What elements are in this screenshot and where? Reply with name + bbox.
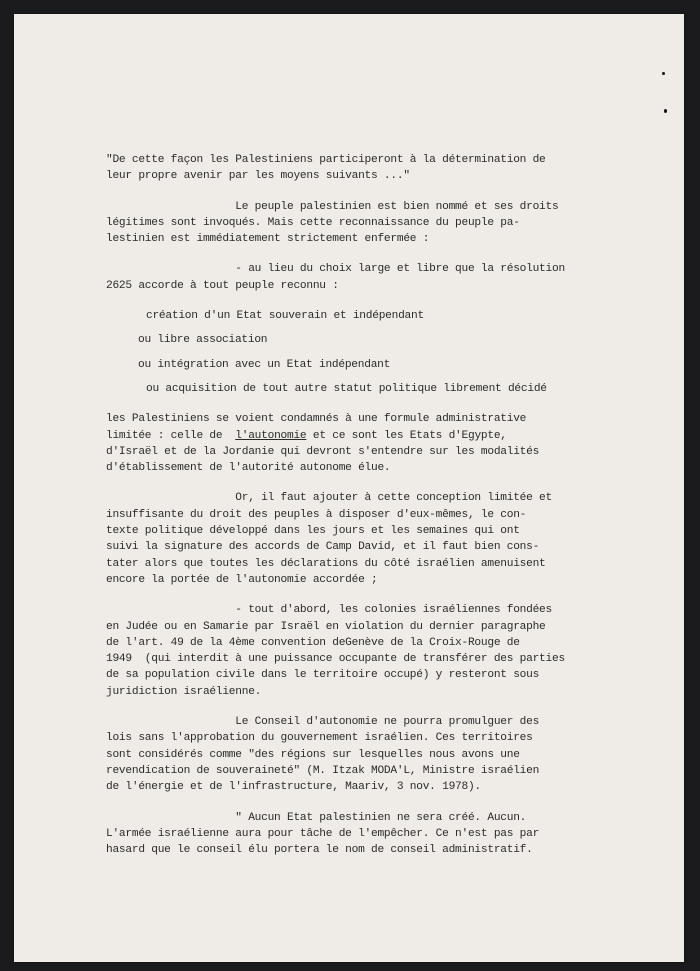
text-span: limitée : celle de <box>106 429 236 442</box>
option-item: ou libre association <box>138 334 268 347</box>
text-line: - tout d'abord, les colonies israéliennes fondées <box>106 604 552 617</box>
text-line: - au lieu du choix large et libre que la résolution <box>106 263 565 276</box>
text-line: Le Conseil d'autonomie ne pourra promulguer des <box>106 716 540 729</box>
text-line: "De cette façon les Palestiniens participeront à la détermination de <box>106 154 546 166</box>
text-line: 2625 accorde à tout peuple reconnu : <box>106 279 339 292</box>
text-line: texte politique développé dans les jours et les semaines qui ont <box>106 525 520 538</box>
text-line: suivi la signature des accords de Camp David, et il faut bien cons- <box>106 541 540 554</box>
document-body <box>106 152 576 858</box>
text-line: 1949 (qui interdit à une puissance occupante de transférer des parties <box>106 653 565 666</box>
text-line: légitimes sont invoqués. Mais cette reconnaissance du peuple pa- <box>106 216 520 229</box>
text-line: encore la portée de l'autonomie accordée ; <box>106 573 378 586</box>
text-line: de l'énergie et de l'infrastructure, Maariv, 3 nov. 1978). <box>106 781 481 794</box>
text-line: leur propre avenir par les moyens suivants ..." <box>106 170 410 183</box>
text-line: les Palestiniens se voient condamnés à une formule administrative <box>106 413 527 426</box>
text-line: L'armée israélienne aura pour tâche de l'empêcher. Ce n'est pas par <box>106 827 540 840</box>
text-line: lois sans l'approbation du gouvernement israélien. Ces territoires <box>106 732 533 745</box>
text-line: revendication de souveraineté" (M. Itzak MODA'L, Ministre israélien <box>106 764 540 777</box>
text-line: lestinien est immédiatement strictement enfermée : <box>106 233 430 246</box>
text-line: de sa population civile dans le territoire occupé) y resteront sous <box>106 669 540 682</box>
text-line: Or, il faut ajouter à cette conception limitée et <box>106 492 552 505</box>
text-line: d'établissement de l'autorité autonome élue. <box>106 462 391 475</box>
ink-spot <box>662 72 665 75</box>
text-line: en Judée ou en Samarie par Israël en violation du dernier paragraphe <box>106 620 546 633</box>
text-line: sont considérés comme "des régions sur lesquelles nous avons une <box>106 748 520 761</box>
text-line: hasard que le conseil élu portera le nom de conseil administratif. <box>106 844 533 857</box>
text-line: " Aucun Etat palestinien ne sera créé. Aucun. <box>106 811 527 824</box>
text-line: tater alors que toutes les déclarations du côté israélien amenuisent <box>106 557 546 570</box>
option-item: création d'un Etat souverain et indépendant <box>146 310 424 323</box>
text-line: insuffisante du droit des peuples à disposer d'eux-mêmes, le con- <box>106 508 527 521</box>
option-item: ou acquisition de tout autre statut politique librement décidé <box>146 382 547 395</box>
text-line: Le peuple palestinien est bien nommé et ses droits <box>106 200 559 213</box>
text-line: d'Israël et de la Jordanie qui devront s'entendre sur les modalités <box>106 445 540 458</box>
text-line: juridiction israélienne. <box>106 685 262 698</box>
ink-spot <box>664 109 667 113</box>
text-line <box>106 428 576 444</box>
text-line: de l'art. 49 de la 4ème convention deGenève de la Croix-Rouge de <box>106 636 520 649</box>
text-span: et ce sont les Etats d'Egypte, <box>306 429 507 442</box>
option-item: ou intégration avec un Etat indépendant <box>138 358 391 371</box>
underlined-term: l'autonomie <box>235 429 307 442</box>
